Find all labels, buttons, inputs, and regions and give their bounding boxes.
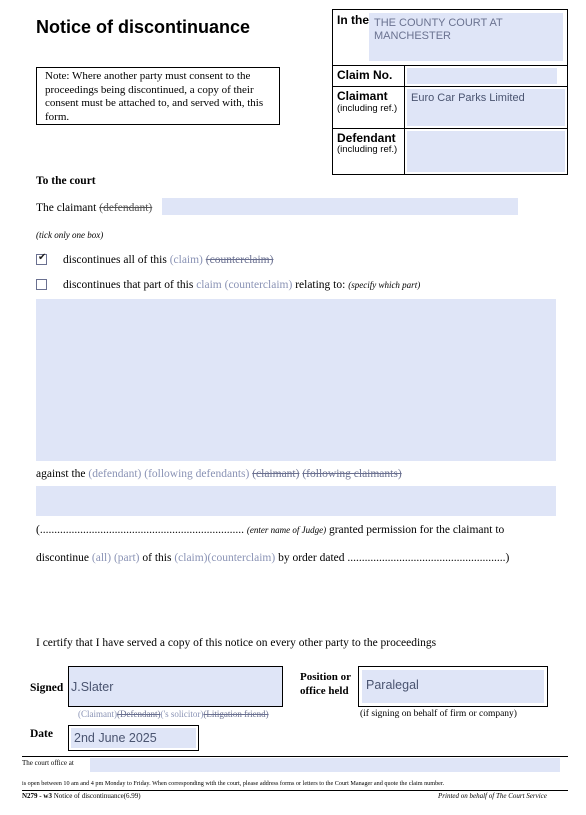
form-code: N279 - w3 — [22, 792, 52, 800]
against-claimant-option[interactable]: (claimant) — [252, 468, 300, 480]
against-line — [36, 468, 402, 480]
position-label-line2: office held — [300, 685, 349, 697]
consent-note: Note: Where another party must consent to the proceedings being discontinued, a copy of their consent must be attached to, and served with, this form. — [36, 67, 280, 125]
table-divider — [333, 86, 567, 87]
discontinue-part-checkbox[interactable] — [36, 279, 47, 290]
order-dated-text: by order dated — [278, 552, 345, 564]
judge-hint: (enter name of Judge) — [246, 525, 327, 535]
printed-on-behalf: Printed on behalf of The Court Service — [438, 792, 547, 800]
date-box — [68, 725, 199, 751]
signer-defendant-option[interactable]: (Defendant) — [117, 709, 161, 719]
check-icon: ✔ — [38, 252, 47, 263]
signer-solicitor-option[interactable]: ('s solicitor) — [160, 709, 204, 719]
table-divider — [404, 65, 405, 175]
position-value: Paralegal — [366, 678, 419, 692]
position-label-line1: Position or — [300, 671, 352, 683]
to-court-heading: To the court — [36, 175, 96, 187]
position-hint: (if signing on behalf of firm or company) — [360, 709, 517, 719]
discontinue-all-option[interactable]: (all) — [91, 552, 112, 564]
claimant-label: Claimant — [337, 89, 388, 103]
position-field[interactable] — [362, 670, 544, 703]
date-label: Date — [30, 728, 53, 740]
against-text: against the — [36, 468, 86, 480]
footer-divider — [22, 790, 568, 791]
against-defendant-option[interactable]: (defendant) — [88, 468, 142, 480]
defendant-sub-label: (including ref.) — [337, 144, 398, 155]
office-hours-note: is open between 10 am and 4 pm Monday to Friday. When corresponding with the court, please address forms or letters to the Court Manager and quote the claim number. — [22, 780, 445, 787]
footer-divider — [22, 756, 568, 757]
form-name: Notice of discontinuance(6.99) — [53, 792, 141, 800]
court-office-field[interactable] — [90, 758, 560, 772]
in-the-label: In the — [337, 13, 369, 27]
case-details-table — [332, 9, 568, 175]
option-all-counterclaim[interactable]: (counterclaim) — [205, 254, 274, 266]
option-part-relating: relating to: — [295, 279, 346, 291]
option-discontinue-part — [63, 279, 420, 291]
signer-claimant-option[interactable]: (Claimant) — [78, 709, 117, 719]
against-following-defendants-option[interactable]: (following defendants) — [144, 468, 250, 480]
signed-value: J.Slater — [71, 680, 114, 694]
discontinue-line — [36, 552, 509, 564]
court-name-value: THE COUNTY COURT AT MANCHESTER — [374, 17, 503, 42]
certify-statement: I certify that I have served a copy of this notice on every other party to the proceedings — [36, 637, 437, 649]
order-date-dots[interactable]: .......................................................) — [347, 552, 510, 564]
claimant-defendant-option[interactable]: (defendant) — [99, 202, 153, 214]
option-all-text: discontinues all of this — [63, 254, 167, 266]
judge-name-dots[interactable]: (....................................................................... — [36, 524, 244, 536]
option-all-claim[interactable]: (claim) — [169, 254, 203, 266]
discontinue-text: discontinue — [36, 552, 90, 564]
defendant-label: Defendant — [337, 131, 396, 145]
judge-permission-text: granted permission for the claimant to — [328, 524, 505, 536]
court-office-label: The court office at — [22, 759, 74, 767]
court-name-field[interactable] — [369, 13, 563, 61]
discontinue-all-checkbox[interactable] — [36, 254, 47, 265]
position-label — [300, 670, 351, 698]
position-box — [358, 666, 548, 707]
date-value: 2nd June 2025 — [74, 731, 157, 745]
signed-field[interactable] — [68, 666, 283, 707]
page-title: Notice of discontinuance — [36, 17, 251, 37]
date-field[interactable] — [71, 728, 196, 748]
claim-no-label: Claim No. — [337, 68, 393, 82]
signer-role-options — [78, 709, 269, 719]
part-details-textarea[interactable] — [36, 299, 556, 461]
option-part-text: discontinues that part of this — [63, 279, 194, 291]
tick-instruction: (tick only one box) — [36, 230, 104, 240]
judge-line — [36, 524, 504, 536]
option-discontinue-all — [63, 254, 273, 266]
claimant-field[interactable] — [407, 89, 565, 126]
against-following-claimants-option[interactable]: (following claimants) — [302, 468, 402, 480]
discontinue-claim-option[interactable]: (claim)(counterclaim) — [174, 552, 276, 564]
defendant-field[interactable] — [407, 131, 565, 172]
claimant-line — [36, 202, 152, 214]
discontinue-of-this: of this — [142, 552, 172, 564]
signed-label: Signed — [30, 682, 64, 694]
table-divider — [333, 128, 567, 129]
claim-no-field[interactable] — [407, 68, 557, 84]
claimant-value: Euro Car Parks Limited — [411, 92, 525, 104]
claimant-name-field[interactable] — [162, 198, 518, 215]
discontinue-part-option[interactable]: (part) — [113, 552, 140, 564]
claimant-prefix: The claimant — [36, 202, 97, 214]
form-id — [22, 792, 141, 800]
option-part-claim[interactable]: claim (counterclaim) — [196, 279, 293, 291]
signer-litigation-friend-option[interactable]: (Litigation friend) — [203, 709, 269, 719]
claimant-sub-label: (including ref.) — [337, 103, 398, 114]
option-part-specify: (specify which part) — [348, 280, 421, 290]
against-parties-field[interactable] — [36, 486, 556, 516]
table-divider — [333, 65, 567, 66]
